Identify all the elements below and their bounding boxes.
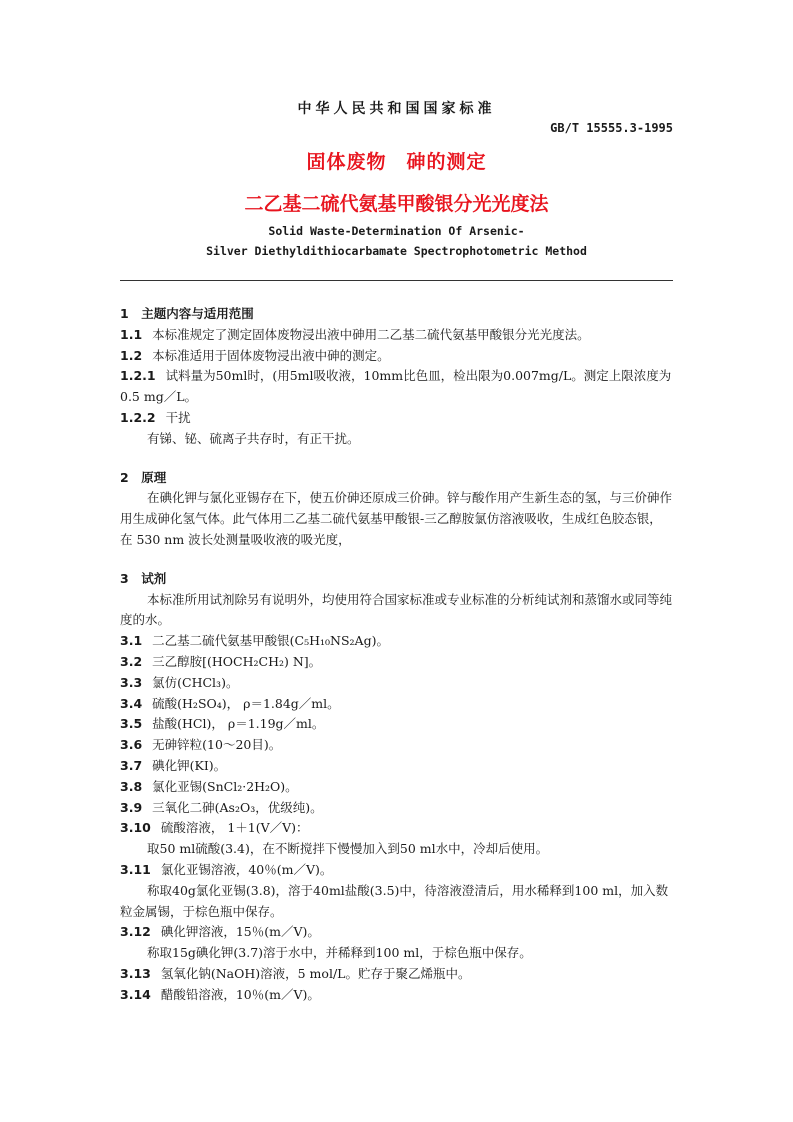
reagent-3-1 bbox=[120, 631, 673, 652]
reagent-3-10-body: 取50 ml硫酸(3.4)，在不断搅拌下慢慢加入到50 ml水中，冷却后使用。 bbox=[147, 841, 549, 857]
clause-number: 1.1 bbox=[120, 326, 143, 342]
clause-number: 1.2.1 bbox=[120, 368, 156, 384]
header-divider bbox=[120, 280, 673, 281]
reagent-3-6 bbox=[120, 735, 673, 756]
clause-number: 3.13 bbox=[120, 965, 151, 981]
reagent-3-10 bbox=[120, 818, 673, 839]
standard-code: GB/T 15555.3-1995 bbox=[550, 121, 673, 135]
reagent-3-4 bbox=[120, 694, 673, 715]
title-en-line1: Solid Waste-Determination Of Arsenic- bbox=[268, 224, 525, 238]
title-cn-line1: 固体废物 砷的测定 bbox=[306, 151, 487, 173]
clause-text: 碘化钾溶液，15％(m／V)。 bbox=[160, 924, 320, 940]
reagent-3-8 bbox=[120, 777, 673, 798]
clause-number: 3.1 bbox=[120, 633, 143, 649]
clause-text: 氯仿(CHCl₃)。 bbox=[152, 674, 239, 690]
clause-text: 硫酸(H₂SO₄)， ρ＝1.84g／ml。 bbox=[152, 695, 340, 711]
section-2-heading: 2 原理 bbox=[120, 469, 167, 485]
reagent-3-12-body: 称取15g碘化钾(3.7)溶于水中，并稀释到100 ml，于棕色瓶中保存。 bbox=[147, 945, 532, 961]
clause-number: 3.8 bbox=[120, 778, 143, 794]
section-3-intro: 本标准所用试剂除另有说明外，均使用符合国家标准或专业标准的分析纯试剂和蒸馏水或同等纯度的水。 bbox=[120, 591, 673, 628]
section-3-heading: 3 试剂 bbox=[120, 570, 167, 586]
clause-number: 3.3 bbox=[120, 674, 143, 690]
clause-number: 3.4 bbox=[120, 695, 143, 711]
reagent-3-11 bbox=[120, 860, 673, 881]
clause-text: 本标准规定了测定固体废物浸出液中砷用二乙基二硫代氨基甲酸银分光光度法。 bbox=[152, 326, 590, 342]
clause-text: 盐酸(HCl)， ρ＝1.19g／ml。 bbox=[152, 716, 325, 732]
clause-text: 氢氧化钠(NaOH)溶液，5 mol/L。贮存于聚乙烯瓶中。 bbox=[160, 965, 471, 981]
national-standard-header: 中华人民共和国国家标准 bbox=[297, 101, 496, 117]
clause-1-2 bbox=[120, 346, 673, 367]
clause-number: 3.6 bbox=[120, 737, 143, 753]
reagent-3-7 bbox=[120, 756, 673, 777]
clause-number: 1.2 bbox=[120, 347, 143, 363]
clause-number: 3.10 bbox=[120, 820, 151, 836]
clause-text: 试料量为50ml时，(用5ml吸收液，10mm比色皿，检出限为0.007mg/L。测定上限浓度为0.5 mg／L。 bbox=[120, 368, 672, 405]
reagent-3-12 bbox=[120, 922, 673, 943]
clause-number: 3.12 bbox=[120, 924, 151, 940]
section-2-body: 在碘化钾与氯化亚锡存在下，使五价砷还原成三价砷。锌与酸作用产生新生态的氢，与三价砷作用生成砷化氢气体。此气体用二乙基二硫代氨基甲酸银-三乙醇胺氯仿溶液吸收，生成红色胶态银，在 530 nm 波长处测量吸收液的吸光度， bbox=[120, 490, 673, 547]
reagent-3-9 bbox=[120, 798, 673, 819]
reagent-3-2 bbox=[120, 652, 673, 673]
title-cn-line2: 二乙基二硫代氨基甲酸银分光光度法 bbox=[244, 193, 549, 215]
clause-1-2-2 bbox=[120, 408, 673, 429]
clause-text: 二乙基二硫代氨基甲酸银(C₅H₁₀NS₂Ag)。 bbox=[152, 633, 389, 649]
section-1-heading: 1 主题内容与适用范围 bbox=[120, 306, 254, 321]
clause-text: 氯化亚锡溶液，40％(m／V)。 bbox=[160, 861, 333, 877]
reagent-3-11-body: 称取40g氯化亚锡(3.8)，溶于40ml盐酸(3.5)中，待溶液澄清后，用水稀释到100 ml，加入数粒金属锡，于棕色瓶中保存。 bbox=[120, 882, 669, 919]
clause-number: 3.2 bbox=[120, 653, 143, 669]
reagent-3-13 bbox=[120, 964, 673, 985]
reagent-3-14 bbox=[120, 985, 673, 1006]
clause-1-2-1 bbox=[120, 366, 673, 408]
clause-text: 碘化钾(KI)。 bbox=[152, 757, 227, 773]
reagent-3-5 bbox=[120, 714, 673, 735]
clause-text: 干扰 bbox=[165, 409, 191, 425]
clause-text: 氯化亚锡(SnCl₂·2H₂O)。 bbox=[152, 778, 298, 794]
reagent-3-3 bbox=[120, 673, 673, 694]
clause-1-1 bbox=[120, 325, 673, 346]
document-body bbox=[120, 304, 673, 1006]
clause-number: 3.5 bbox=[120, 716, 143, 732]
clause-number: 3.9 bbox=[120, 799, 143, 815]
clause-text: 无砷锌粒(10～20目)。 bbox=[152, 737, 282, 753]
clause-number: 3.7 bbox=[120, 757, 143, 773]
clause-number: 3.14 bbox=[120, 986, 151, 1002]
title-en-line2: Silver Diethyldithiocarbamate Spectrophotometric Method bbox=[206, 244, 587, 258]
clause-text: 本标准适用于固体废物浸出液中砷的测定。 bbox=[152, 347, 390, 363]
clause-text: 硫酸溶液， 1＋1(V／V)： bbox=[160, 820, 309, 836]
clause-1-2-2-body: 有锑、铋、硫离子共存时，有正干扰。 bbox=[147, 430, 360, 446]
clause-number: 1.2.2 bbox=[120, 409, 156, 425]
clause-text: 醋酸铅溶液，10％(m／V)。 bbox=[160, 986, 320, 1002]
clause-text: 三乙醇胺[(HOCH₂CH₂) N]。 bbox=[152, 653, 322, 669]
clause-number: 3.11 bbox=[120, 861, 151, 877]
clause-text: 三氧化二砷(As₂O₃，优级纯)。 bbox=[152, 799, 323, 815]
